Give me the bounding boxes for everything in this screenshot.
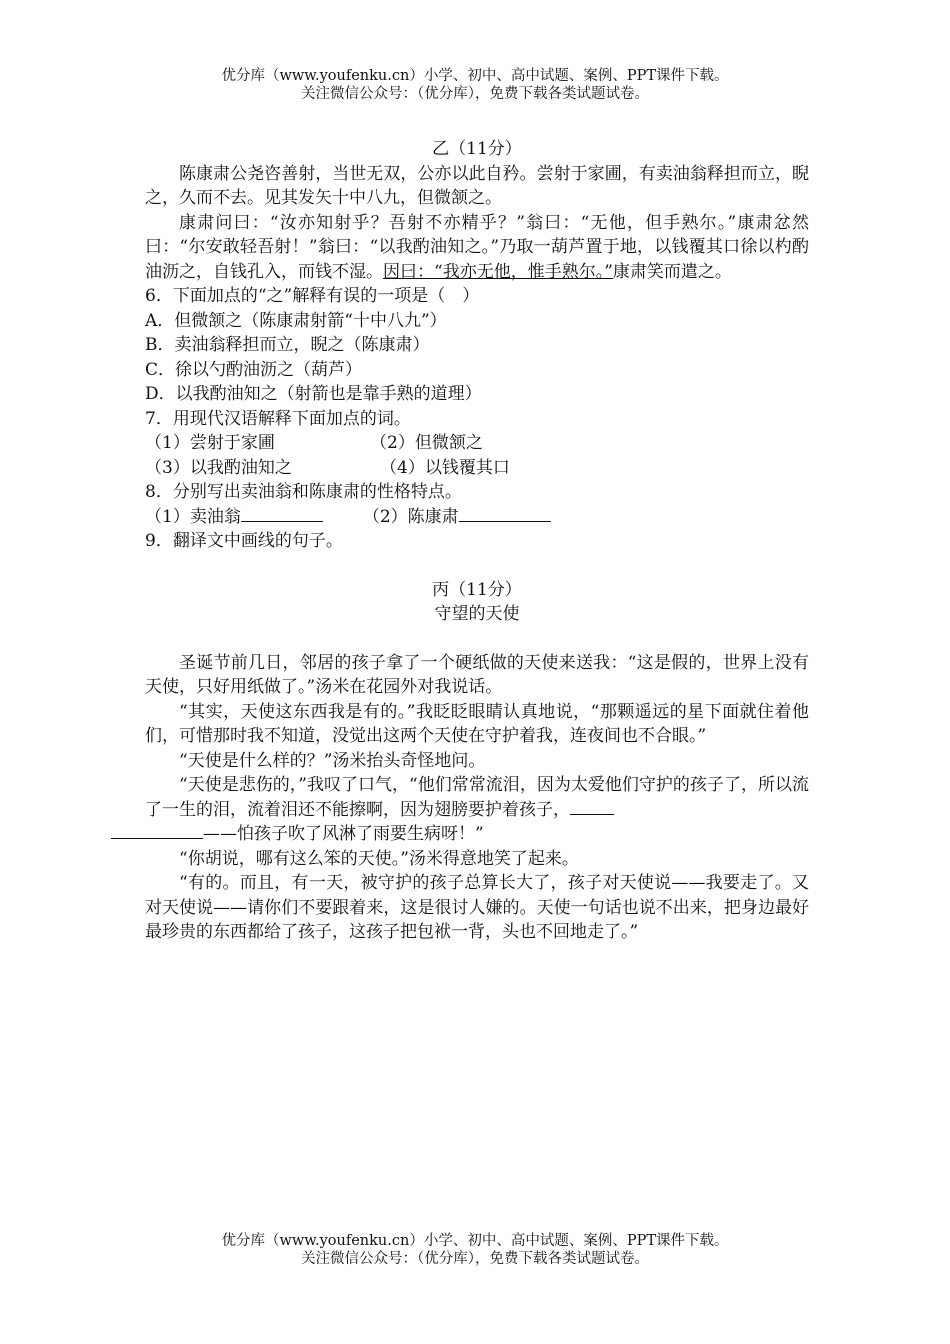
q7-item-3: （3）以我酌油知之: [145, 457, 292, 478]
footer-line-2: 关注微信公众号：（优分库），免费下载各类试题试卷。: [301, 1251, 649, 1267]
option-b: B．卖油翁释担而立，睨之（陈康肃）: [145, 335, 430, 355]
option-c: C．徐以勺酌油沥之（葫芦）: [145, 359, 363, 380]
section-c-paragraph-2: “其实，天使这东西我是有的。”我眨眨眼睛认真地说，“那颗遥远的星下面就住着他们，可惜那时我不知道，没觉出这两个天使在守护着我，连夜间也不合眼。”: [145, 701, 809, 746]
q7-item-1: （1）尝射于家圃: [145, 433, 275, 453]
q8-item-2: （2）陈康肃: [362, 506, 459, 527]
header-line-1: 优分库（www.youfenku.cn）小学、初中、高中试题、案例、PPT课件下载。: [221, 68, 729, 84]
section-c-title: 丙（11分）: [432, 579, 522, 600]
paragraph-4-text: “天使是悲伤的，”我叹了口气，“他们常常流泪，因为太爱他们守护的孩子了，所以流了一生的泪，流着泪还不能擦啊，因为翅膀要护着孩子，: [145, 775, 809, 820]
header-line-2: 关注微信公众号：（优分库），免费下载各类试题试卷。: [301, 86, 649, 102]
section-b-paragraph-2: [145, 211, 809, 285]
question-9: 9．翻译文中画线的句子。: [145, 531, 343, 551]
section-c-paragraph-4: [145, 773, 809, 847]
fill-blank-a[interactable]: [570, 798, 614, 815]
section-c-paragraph-5: “你胡说，哪有这么笨的天使。”汤米得意地笑了起来。: [179, 848, 579, 869]
q7-item-2: （2）但微颔之: [370, 433, 483, 453]
question-8-row: [145, 505, 809, 530]
q8-item-1: （1）卖油翁: [145, 506, 241, 527]
section-b-paragraph-1: 陈康肃公尧咨善射，当世无双，公亦以此自矜。尝射于家圃，有卖油翁释担而立，睨之，久而不去。见其发矢十中八九，但微颔之。: [145, 163, 809, 208]
section-c-paragraph-6: “有的。而且，有一天，被守护的孩子总算长大了，孩子对天使说——我要走了。又对天使说——请你们不要跟着来，这是很讨人嫌的。天使一句话也说不出来，把身边最好最珍贵的东西都给了孩子，这孩子把包袱一背，头也不回地走了。”: [145, 873, 809, 942]
question-7: 7．用现代汉语解释下面加点的词。: [145, 408, 411, 429]
fill-blank-b[interactable]: [111, 822, 203, 839]
page-header: [0, 67, 950, 103]
section-c-subtitle: 守望的天使: [434, 604, 520, 624]
question-6: 6．下面加点的“之”解释有误的一项是（ ）: [145, 286, 480, 306]
option-a: A．但微颔之（陈康肃射箭“十中八九”）: [145, 310, 447, 331]
paragraph-2-end: 康肃笑而遣之。: [612, 261, 732, 282]
answer-blank-2[interactable]: [459, 505, 551, 522]
q7-item-4: （4）以钱覆其口: [380, 457, 510, 478]
section-b-title: 乙（11分）: [432, 139, 522, 159]
question-7-row-2: [145, 456, 809, 481]
section-c-paragraph-3: “天使是什么样的？”汤米抬头奇怪地问。: [179, 750, 486, 771]
question-7-row-1: [145, 431, 809, 456]
page-footer: [0, 1232, 950, 1268]
footer-line-1: 优分库（www.youfenku.cn）小学、初中、高中试题、案例、PPT课件下载。: [221, 1233, 729, 1249]
paragraph-2-text: 康肃问曰：“汝亦知射乎？吾射不亦精乎？”翁曰：“无他，但手熟尔。”康肃忿然曰：“尔安敢轻吾射！”翁曰：“以我酌油知之。”乃取一葫芦置于地，以钱覆其口徐以杓酌油沥之，自钱孔入，而钱不湿。: [145, 212, 809, 282]
document-body: [145, 137, 809, 945]
underlined-sentence: 因曰：“我亦无他，惟手熟尔。”: [383, 261, 613, 282]
answer-blank-1[interactable]: [241, 505, 323, 522]
question-8: 8．分别写出卖油翁和陈康肃的性格特点。: [145, 482, 462, 502]
option-d: D．以我酌油知之（射箭也是靠手熟的道理）: [145, 384, 482, 404]
paragraph-4-end: ——怕孩子吹了风淋了雨要生病呀！”: [203, 824, 484, 844]
section-c-paragraph-1: 圣诞节前几日，邻居的孩子拿了一个硬纸做的天使来送我：“这是假的，世界上没有天使，只好用纸做了。”汤米在花园外对我说话。: [145, 652, 809, 697]
